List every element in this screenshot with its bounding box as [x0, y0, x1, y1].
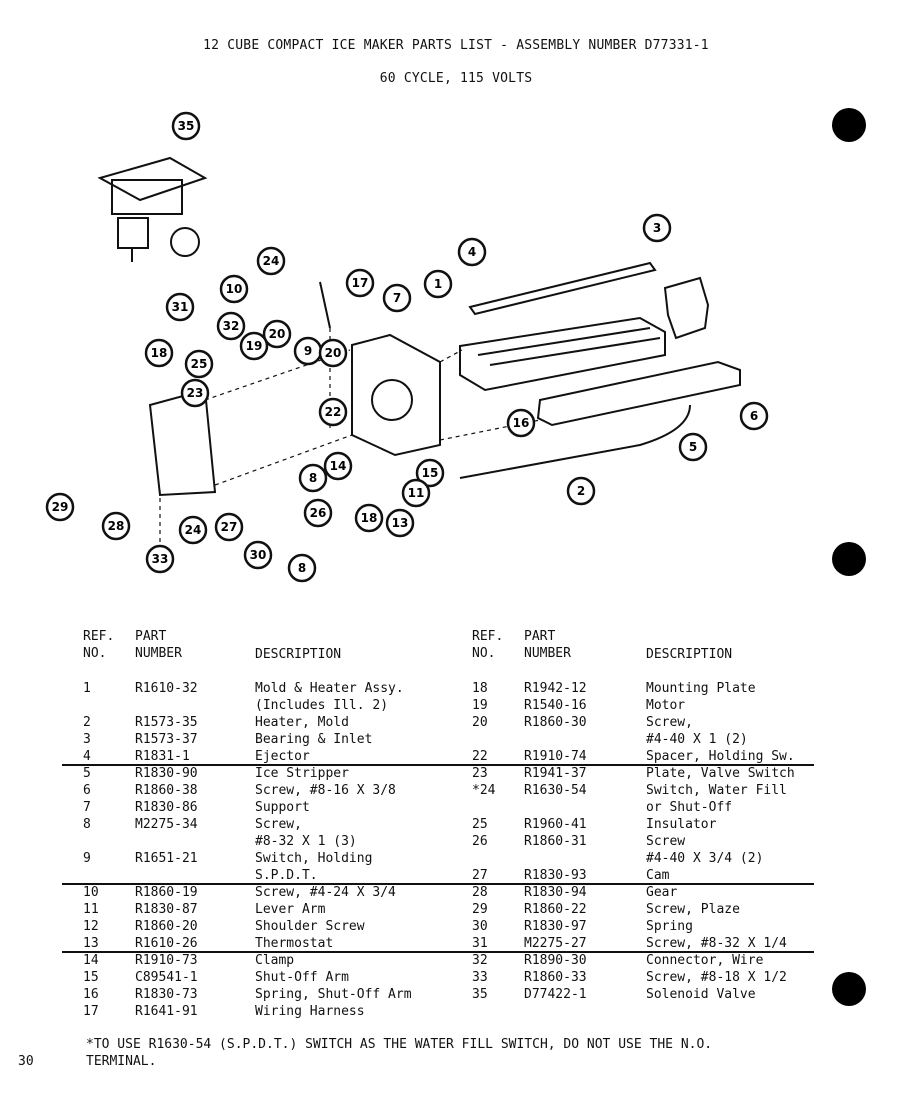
parts-cell-description: Support: [255, 800, 310, 815]
svg-text:17: 17: [351, 276, 369, 290]
parts-cell-description: Switch, Holding S.P.D.T.: [255, 851, 373, 883]
svg-text:22: 22: [324, 405, 342, 419]
diagram-svg: [0, 100, 912, 620]
parts-cell-part-number: R1573-35: [135, 715, 198, 730]
svg-text:28: 28: [107, 519, 125, 533]
ice-stripper-drawing: [538, 362, 740, 425]
parts-row: [472, 680, 846, 697]
parts-cell-description: Wiring Harness: [255, 1004, 365, 1019]
parts-cell-description: Gear: [646, 885, 678, 900]
parts-cell-part-number: R1860-30: [524, 715, 587, 730]
parts-cell-ref-no: 9: [83, 851, 91, 866]
parts-cell-description: Screw, #4-40 X 1 (2): [646, 715, 748, 747]
callout-2: [568, 478, 594, 504]
mounting-plate-drawing: [150, 390, 215, 495]
parts-cell-ref-no: 13: [83, 936, 99, 951]
parts-cell-part-number: R1830-73: [135, 987, 198, 1002]
parts-cell-part-number: R1860-22: [524, 902, 587, 917]
parts-cell-ref-no: 5: [83, 766, 91, 781]
callout-4: [459, 239, 485, 265]
parts-cell-ref-no: 2: [83, 715, 91, 730]
parts-cell-description: Spring: [646, 919, 693, 934]
parts-cell-part-number: R1830-93: [524, 868, 587, 883]
parts-cell-part-number: R1830-86: [135, 800, 198, 815]
svg-text:20: 20: [324, 346, 342, 360]
svg-text:30: 30: [249, 548, 267, 562]
parts-cell-ref-no: 20: [472, 715, 488, 730]
parts-cell-ref-no: 22: [472, 749, 488, 764]
callout-28: [103, 513, 129, 539]
parts-cell-ref-no: 18: [472, 681, 488, 696]
parts-cell-ref-no: 19: [472, 698, 488, 713]
parts-cell-part-number: R1860-33: [524, 970, 587, 985]
bearing-drawing: [665, 278, 708, 338]
parts-cell-ref-no: 12: [83, 919, 99, 934]
heater-drawing: [460, 405, 690, 478]
parts-row: [83, 935, 475, 952]
parts-row: [83, 748, 475, 765]
parts-cell-part-number: R1941-37: [524, 766, 587, 781]
svg-text:18: 18: [150, 346, 168, 360]
parts-row: [472, 833, 846, 867]
svg-text:8: 8: [297, 561, 307, 575]
callout-30: [245, 542, 271, 568]
parts-cell-description: Shoulder Screw: [255, 919, 365, 934]
parts-cell-ref-no: 14: [83, 953, 99, 968]
parts-rows-right: [472, 680, 846, 1003]
parts-cell-part-number: M2275-34: [135, 817, 198, 832]
parts-row: [472, 901, 846, 918]
parts-row: [83, 714, 475, 731]
parts-cell-ref-no: 4: [83, 749, 91, 764]
svg-text:26: 26: [309, 506, 327, 520]
callout-23: [182, 380, 208, 406]
parts-cell-ref-no: 32: [472, 953, 488, 968]
header-description: DESCRIPTION: [646, 647, 733, 662]
callout-1: [425, 271, 451, 297]
svg-text:27: 27: [220, 520, 238, 534]
parts-cell-part-number: R1860-19: [135, 885, 198, 900]
callout-26: [305, 500, 331, 526]
parts-cell-description: Connector, Wire: [646, 953, 764, 968]
parts-cell-part-number: D77422-1: [524, 987, 587, 1002]
parts-cell-description: Motor: [646, 698, 686, 713]
parts-row: [472, 918, 846, 935]
svg-text:8: 8: [308, 471, 318, 485]
parts-cell-description: Screw, #8-32 X 1 (3): [255, 817, 357, 849]
parts-cell-part-number: R1860-20: [135, 919, 198, 934]
parts-cell-part-number: R1830-94: [524, 885, 587, 900]
parts-cell-part-number: R1960-41: [524, 817, 587, 832]
svg-text:15: 15: [421, 466, 439, 480]
parts-cell-description: Ice Stripper: [255, 766, 349, 781]
parts-row: [472, 748, 846, 765]
parts-row: [472, 884, 846, 901]
parts-cell-description: Cam: [646, 868, 670, 883]
parts-cell-part-number: M2275-27: [524, 936, 587, 951]
parts-cell-description: Thermostat: [255, 936, 334, 951]
parts-row: [83, 731, 475, 748]
callout-19: [241, 333, 267, 359]
parts-row: [472, 765, 846, 782]
parts-cell-part-number: C89541-1: [135, 970, 198, 985]
callout-25: [186, 351, 212, 377]
separator-rule: [62, 764, 814, 766]
header-ref-no: REF. NO.: [472, 629, 504, 661]
parts-cell-description: Screw #4-40 X 3/4 (2): [646, 834, 764, 866]
parts-cell-description: Spring, Shut-Off Arm: [255, 987, 412, 1002]
parts-cell-part-number: R1890-30: [524, 953, 587, 968]
svg-text:10: 10: [225, 282, 243, 296]
parts-cell-ref-no: 33: [472, 970, 488, 985]
svg-text:2: 2: [576, 484, 586, 498]
parts-cell-part-number: R1910-74: [524, 749, 587, 764]
parts-cell-ref-no: 16: [83, 987, 99, 1002]
parts-row: [83, 901, 475, 918]
parts-row: [472, 697, 846, 714]
parts-cell-part-number: R1860-38: [135, 783, 198, 798]
parts-cell-ref-no: 31: [472, 936, 488, 951]
svg-text:3: 3: [652, 221, 662, 235]
parts-cell-part-number: R1610-26: [135, 936, 198, 951]
assembly-guide-lines: [160, 328, 540, 548]
parts-row: [83, 884, 475, 901]
callout-22: [320, 399, 346, 425]
parts-table-left: [83, 628, 475, 1020]
callout-3: [644, 215, 670, 241]
parts-cell-ref-no: 26: [472, 834, 488, 849]
parts-cell-description: Mold & Heater Assy. (Includes Ill. 2): [255, 681, 404, 713]
parts-table-header-right: [472, 628, 846, 670]
parts-cell-description: Screw, Plaze: [646, 902, 740, 917]
callout-7: [384, 285, 410, 311]
solenoid-valve-drawing: [100, 158, 205, 262]
parts-cell-ref-no: 30: [472, 919, 488, 934]
parts-cell-part-number: R1830-87: [135, 902, 198, 917]
svg-text:23: 23: [186, 386, 204, 400]
parts-cell-part-number: R1831-1: [135, 749, 190, 764]
parts-cell-ref-no: 27: [472, 868, 488, 883]
callout-5: [680, 434, 706, 460]
parts-cell-description: Screw, #8-32 X 1/4: [646, 936, 787, 951]
parts-cell-part-number: R1651-21: [135, 851, 198, 866]
page-title: 12 CUBE COMPACT ICE MAKER PARTS LIST - ASSEMBLY NUMBER D77331-1: [203, 38, 709, 53]
parts-row: [472, 816, 846, 833]
parts-cell-ref-no: 28: [472, 885, 488, 900]
parts-cell-ref-no: 6: [83, 783, 91, 798]
callout-17: [347, 270, 373, 296]
parts-cell-description: Bearing & Inlet: [255, 732, 373, 747]
parts-cell-ref-no: 7: [83, 800, 91, 815]
parts-row: [472, 782, 846, 816]
parts-cell-ref-no: 8: [83, 817, 91, 832]
parts-row: [83, 816, 475, 850]
header-ref-no: REF. NO.: [83, 629, 115, 661]
callout-9: [295, 338, 321, 364]
parts-cell-part-number: R1540-16: [524, 698, 587, 713]
parts-cell-ref-no: 29: [472, 902, 488, 917]
callout-13: [387, 510, 413, 536]
parts-cell-part-number: R1641-91: [135, 1004, 198, 1019]
parts-cell-description: Ejector: [255, 749, 310, 764]
parts-row: [83, 765, 475, 782]
parts-row: [472, 867, 846, 884]
callout-27: [216, 514, 242, 540]
callout-31: [167, 294, 193, 320]
parts-cell-description: Spacer, Holding Sw.: [646, 749, 795, 764]
svg-text:19: 19: [245, 339, 263, 353]
parts-row: [472, 969, 846, 986]
svg-text:16: 16: [512, 416, 530, 430]
parts-cell-part-number: R1610-32: [135, 681, 198, 696]
callout-20-right: [320, 340, 346, 366]
footnote: *TO USE R1630-54 (S.P.D.T.) SWITCH AS THE WATER FILL SWITCH, DO NOT USE THE N.O. TERMINAL.: [86, 1037, 713, 1069]
callout-8-upper: [300, 465, 326, 491]
wiring-harness-drawing: [320, 282, 330, 328]
parts-cell-part-number: R1830-97: [524, 919, 587, 934]
parts-cell-ref-no: 25: [472, 817, 488, 832]
parts-cell-ref-no: 15: [83, 970, 99, 985]
support-drawing: [352, 335, 440, 455]
parts-row: [472, 986, 846, 1003]
svg-text:32: 32: [222, 319, 240, 333]
svg-text:33: 33: [151, 552, 169, 566]
svg-text:25: 25: [190, 357, 208, 371]
parts-cell-part-number: R1860-31: [524, 834, 587, 849]
parts-table-right: [472, 628, 846, 1003]
callout-markers: [47, 113, 767, 581]
parts-cell-description: Screw, #4-24 X 3/4: [255, 885, 396, 900]
header-description: DESCRIPTION: [255, 647, 342, 662]
parts-cell-part-number: R1910-73: [135, 953, 198, 968]
callout-11: [403, 480, 429, 506]
svg-text:35: 35: [177, 119, 195, 133]
svg-text:20: 20: [268, 327, 286, 341]
parts-cell-ref-no: 1: [83, 681, 91, 696]
header-part-number: PART NUMBER: [524, 629, 571, 661]
svg-text:4: 4: [467, 245, 477, 259]
svg-text:9: 9: [303, 344, 313, 358]
callout-16: [508, 410, 534, 436]
parts-row: [83, 799, 475, 816]
parts-cell-description: Screw, #8-18 X 1/2: [646, 970, 787, 985]
parts-cell-description: Switch, Water Fill or Shut-Off: [646, 783, 787, 815]
separator-rule: [62, 883, 814, 885]
callout-29: [47, 494, 73, 520]
parts-cell-description: Heater, Mold: [255, 715, 349, 730]
parts-row: [83, 1003, 475, 1020]
svg-text:31: 31: [171, 300, 189, 314]
parts-cell-part-number: R1573-37: [135, 732, 198, 747]
parts-cell-ref-no: 3: [83, 732, 91, 747]
parts-row: [83, 969, 475, 986]
callout-8-lower: [289, 555, 315, 581]
callout-35: [173, 113, 199, 139]
parts-row: [83, 918, 475, 935]
parts-cell-description: Shut-Off Arm: [255, 970, 349, 985]
parts-cell-ref-no: *24: [472, 783, 496, 798]
parts-cell-ref-no: 10: [83, 885, 99, 900]
callout-24-lower: [180, 517, 206, 543]
parts-cell-part-number: R1942-12: [524, 681, 587, 696]
parts-cell-ref-no: 11: [83, 902, 99, 917]
page-subtitle: 60 CYCLE, 115 VOLTS: [379, 71, 533, 86]
parts-cell-description: Mounting Plate: [646, 681, 756, 696]
parts-cell-description: Solenoid Valve: [646, 987, 756, 1002]
svg-text:11: 11: [407, 486, 425, 500]
callout-32: [218, 313, 244, 339]
parts-cell-description: Lever Arm: [255, 902, 326, 917]
callout-24-upper: [258, 248, 284, 274]
parts-cell-ref-no: 35: [472, 987, 488, 1002]
svg-text:24: 24: [184, 523, 202, 537]
exploded-parts-diagram: [0, 100, 912, 620]
callout-33: [147, 546, 173, 572]
parts-row: [472, 952, 846, 969]
parts-rows-left: [83, 680, 475, 1020]
parts-cell-ref-no: 23: [472, 766, 488, 781]
svg-text:7: 7: [392, 291, 402, 305]
svg-text:18: 18: [360, 511, 378, 525]
callout-10: [221, 276, 247, 302]
callout-18-lower: [356, 505, 382, 531]
page-number: 30: [18, 1054, 34, 1069]
callout-14: [325, 453, 351, 479]
parts-cell-description: Screw, #8-16 X 3/8: [255, 783, 396, 798]
parts-cell-description: Insulator: [646, 817, 717, 832]
parts-row: [83, 986, 475, 1003]
parts-row: [83, 952, 475, 969]
svg-text:14: 14: [329, 459, 347, 473]
callout-6: [741, 403, 767, 429]
svg-text:29: 29: [51, 500, 69, 514]
svg-text:5: 5: [688, 440, 698, 454]
parts-row: [83, 850, 475, 884]
svg-text:1: 1: [433, 277, 443, 291]
parts-cell-description: Clamp: [255, 953, 295, 968]
parts-table-header-left: [83, 628, 475, 670]
parts-cell-ref-no: 17: [83, 1004, 99, 1019]
svg-text:24: 24: [262, 254, 280, 268]
parts-cell-part-number: R1830-90: [135, 766, 198, 781]
parts-row: [83, 782, 475, 799]
parts-cell-part-number: R1630-54: [524, 783, 587, 798]
parts-row: [83, 680, 475, 714]
parts-cell-description: Plate, Valve Switch: [646, 766, 795, 781]
parts-row: [472, 935, 846, 952]
svg-text:13: 13: [391, 516, 409, 530]
separator-rule: [62, 951, 814, 953]
parts-row: [472, 714, 846, 748]
callout-18-left: [146, 340, 172, 366]
ejector-drawing: [470, 263, 655, 314]
svg-text:6: 6: [749, 409, 759, 423]
header-part-number: PART NUMBER: [135, 629, 182, 661]
